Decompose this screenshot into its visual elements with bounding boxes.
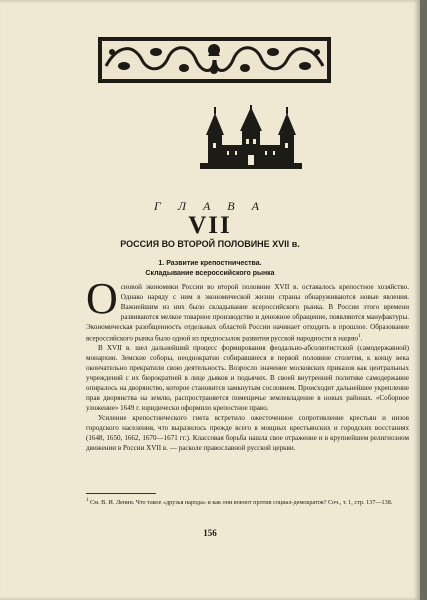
footnote-divider [86, 493, 156, 494]
footnote-reference: 1 [358, 334, 361, 339]
kremlin-vignette-illustration [200, 105, 302, 171]
paragraph-3: Усиление крепостнического гнета встретило ожесточенное сопротивление крестьян и низов городского населения, что выразилось прежде всего в мощных крестьянских и городских восстаниях (1648, 1650, 1662, 1670—1671 гг.). Классовая борьба нашла свое отражение и в крупнейшем религиозном движении в России XVII в. — расколе православной русской церкви. [86, 414, 409, 453]
section-title-line-1: 1. Развитие крепостничества. [158, 260, 262, 267]
chapter-title: РОССИЯ ВО ВТОРОЙ ПОЛОВИНЕ XVII в. [120, 239, 300, 249]
footnote-text: См. В. И. Ленин. Что такое «друзья народа» и как они воюют против социал-демократов? Соч., т. 1, стр. 137—138. [90, 499, 393, 507]
drop-cap: О [86, 274, 118, 323]
body-text [86, 274, 409, 453]
chapter-number: VII [188, 212, 232, 239]
decorative-header-ornament [98, 36, 331, 84]
footnote [86, 496, 409, 507]
paragraph-1 [86, 274, 409, 343]
page-number: 156 [203, 528, 217, 538]
section-title-line-2: Складывание всероссийского рынка [145, 270, 275, 277]
section-title [0, 259, 420, 279]
paragraph-2: В XVII в. шел дальнейший процесс формирования феодально-абсолютистской (самодержавной) монархии. Земские соборы, неоднократно собиравшиеся в первой половине столетия, к концу века окончательно прекратили свою деятельность. Возросло значение московских приказов как центральных учреждений с их бюрократией в лице дьяков и подьячих. В своей внутренней политике самодержавие опиралось на дворянство, которое становится замкнутым сословием. Происходит дальнейшее укрепление прав дворянства на землю, распространяется помещичье землевладение в новых районах. «Соборное уложение» 1649 г. юридически оформило крепостное право. [86, 344, 409, 413]
paragraph-1-end: . [360, 334, 363, 343]
chapter-label: Г Л А В А [154, 199, 266, 213]
footnote-marker: 1 [86, 498, 89, 503]
paragraph-1-text: сновой экономики России во второй половине XVII в. оставалось крепостное хозяйство. Однако наряду с ним в экономической жизни страны обнаруживаются новые явления. Важнейшим из них было складывание всероссийского рынка. В России этого времени развиваются мелкое товарное производство и денежное обращение, появляются мануфактуры. Экономическая разобщенность отдельных областей России начинает отходить в прошлое. Образование всероссийского рынка было одной из предпосылок развития русской народности в нацию [86, 283, 409, 343]
